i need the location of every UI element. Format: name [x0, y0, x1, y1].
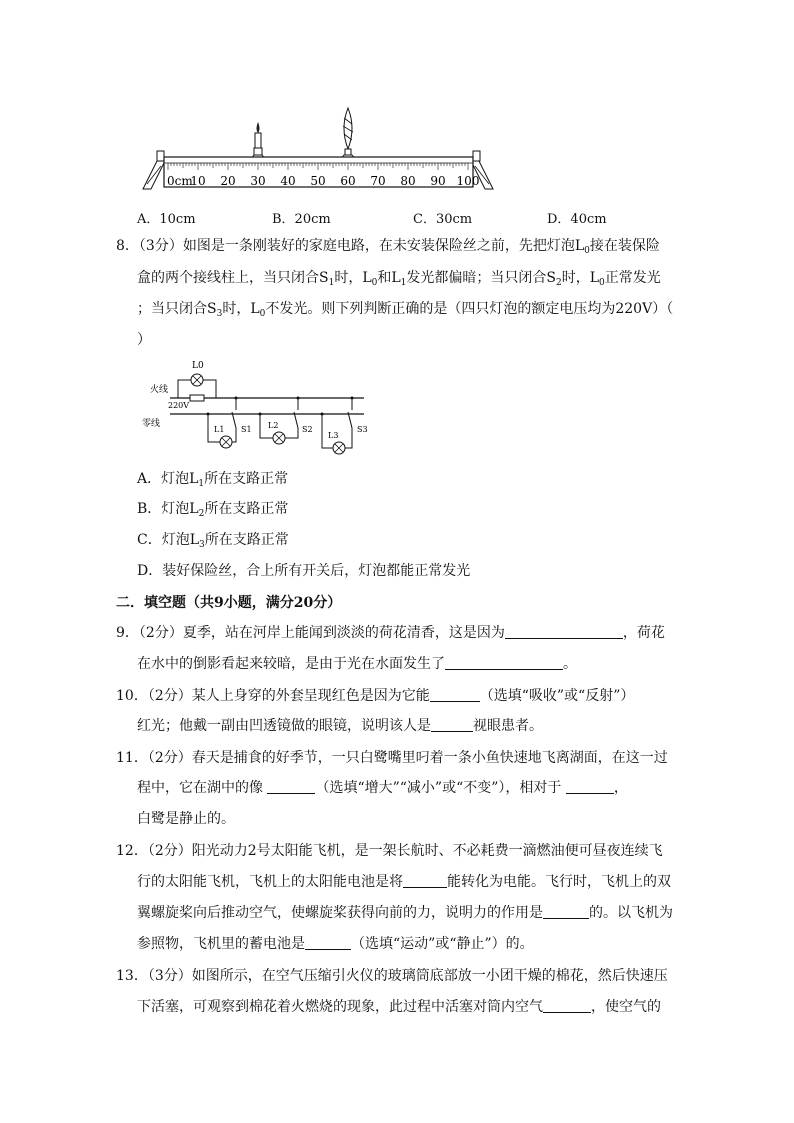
q8-option-b[interactable]: B．灯泡$L_2$所在支路正常: [137, 501, 289, 519]
option-a[interactable]: A．10cm: [137, 212, 196, 227]
question-10-line-2: 红光；他戴一副由凹透镜做的眼镜，说明该人是 视眼患者。: [137, 718, 543, 734]
question-11-line-2: 程中，它在湖中的像 （选填“增大”“减小”或“不变”），相对于 ，: [137, 780, 628, 796]
label-voltage: 220V: [168, 401, 190, 410]
label-l1: L1: [214, 425, 225, 434]
question-12-line-4: 参照物，飞机里的蓄电池是 （选填“运动”或“静止”）的。: [137, 936, 534, 952]
answer-blank-9-1[interactable]: [505, 624, 623, 639]
option-d[interactable]: D．40cm: [547, 212, 607, 227]
ruler-label: 20: [220, 174, 236, 188]
answer-blank-11-1[interactable]: [267, 779, 315, 794]
label-l2: L2: [268, 421, 279, 430]
fuse-box: [190, 395, 204, 401]
question-12-line-1: 12．（2分）阳光动力2号太阳能飞机，是一架长航时、不必耗费一滴燃油便可昼夜连续飞: [116, 843, 663, 859]
candle-icon: [250, 122, 266, 160]
q8-option-d[interactable]: D．装好保险丝，合上所有开关后，灯泡都能正常发光: [137, 563, 471, 579]
question-9-line-2: 在水中的倒影看起来较暗，是由于光在水面发生了 。: [137, 656, 577, 672]
answer-blank-9-2[interactable]: [445, 655, 563, 670]
ruler-label: 50: [310, 174, 326, 188]
question-11-line-1: 11．（2分）春天是捕食的好季节，一只白鹭嘴里叼着一条小鱼快速地飞离湖面，在这一过: [116, 750, 668, 766]
ruler-label: 100: [456, 174, 480, 188]
label-neutral-wire: 零线: [142, 419, 161, 429]
ruler-label: 10: [190, 174, 206, 188]
question-9-line-1: 9．（2分）夏季，站在河岸上能闻到淡淡的荷花清香，这是因为 ，荷花: [116, 625, 665, 641]
label-live-wire: 火线: [150, 385, 169, 395]
label-s1: S1: [241, 425, 252, 434]
ruler-label: 30: [250, 174, 266, 188]
question-12-line-2: 行的太阳能飞机，飞机上的太阳能电池是将 能转化为电能。飞行时，飞机上的双: [137, 874, 671, 890]
branch-1: [207, 397, 252, 449]
branch-2: [259, 397, 313, 445]
question-13-line-2: 下活塞，可观察到棉花着火燃烧的现象，此过程中活塞对筒内空气 ，使空气的: [137, 999, 661, 1015]
answer-blank-13-1[interactable]: [543, 998, 591, 1013]
section-heading-fill-in: 二．填空题（共9小题，满分20分）: [116, 595, 342, 611]
household-circuit-diagram: [140, 356, 372, 460]
ruler-label: 60: [340, 174, 356, 188]
q8-option-c[interactable]: C．灯泡$L_3$所在支路正常: [137, 532, 289, 550]
q8-option-a[interactable]: A．灯泡$L_1$所在支路正常: [137, 471, 289, 489]
option-b[interactable]: B．20cm: [272, 212, 331, 227]
bench-left-support: [143, 151, 165, 189]
question-13-line-1: 13．（3分）如图所示，在空气压缩引火仪的玻璃筒底部放一小团干燥的棉花，然后快速压: [116, 968, 668, 984]
question-8-line-1: 8．（3分）如图是一条刚装好的家庭电路，在未安装保险丝之前，先把灯泡$L_0$接在装保险: [116, 238, 660, 256]
optical-bench-figure: [138, 104, 498, 194]
question-11-line-3: 白鹭是静止的。: [137, 811, 235, 827]
ruler-label: 0cm: [167, 174, 193, 188]
ruler-label: 40: [280, 174, 296, 188]
question-10-line-1: 10．（2分）某人上身穿的外套呈现红色是因为它能 （选填“吸收”或“反射”）: [116, 688, 635, 704]
answer-blank-10-2[interactable]: [431, 717, 473, 732]
label-s2: S2: [302, 425, 313, 434]
answer-blank-11-2[interactable]: [566, 779, 614, 794]
question-8-line-3: ；当只闭合$S_3$时，$L_0$不发光。则下列判断正确的是（四只灯泡的额定电压均为220V）（: [137, 301, 674, 319]
ruler-label: 90: [430, 174, 446, 188]
option-c[interactable]: C．30cm: [413, 212, 473, 227]
answer-blank-12-2[interactable]: [543, 904, 589, 919]
question-12-line-3: 翼螺旋桨向后推动空气，使螺旋桨获得向前的力，说明力的作用是 的。以飞机为: [137, 905, 673, 921]
convex-lens-icon: [340, 108, 356, 160]
question-8-line-2: 盒的两个接线柱上，当只闭合$S_1$时，$L_0$和$L_1$发光都偏暗；当只闭合$S_2$时，$L_0$正常发光: [137, 270, 661, 288]
label-l0: L0: [192, 361, 204, 371]
question-8-line-4: ）: [137, 332, 151, 348]
label-l3: L3: [328, 431, 339, 440]
answer-blank-12-3[interactable]: [305, 935, 351, 950]
ruler-label: 70: [370, 174, 386, 188]
bulb-l0-icon: [178, 374, 216, 398]
ruler-label: 80: [400, 174, 416, 188]
branch-3: [321, 397, 368, 455]
answer-blank-12-1[interactable]: [403, 873, 447, 888]
label-s3: S3: [357, 425, 368, 434]
answer-blank-10-1[interactable]: [430, 687, 480, 702]
